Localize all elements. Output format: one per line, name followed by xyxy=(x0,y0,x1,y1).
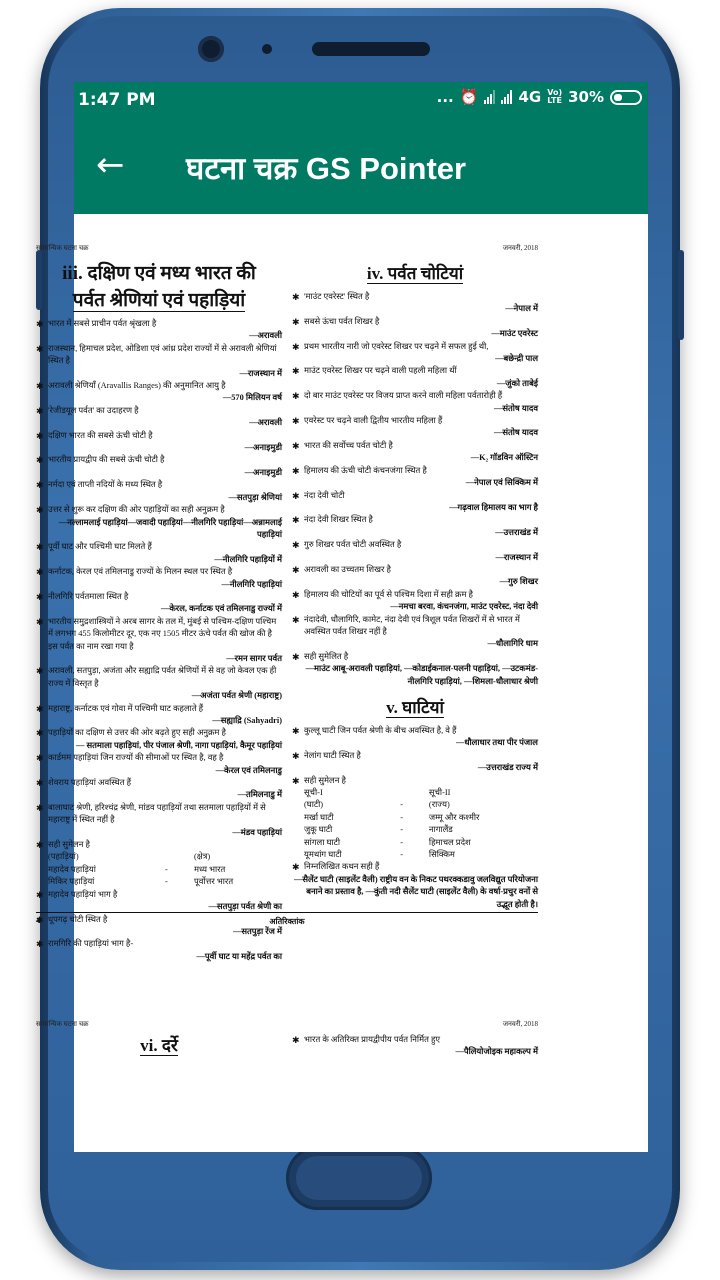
question-item: ✱ भारत में सबसे प्राचीन पर्वत श्रृंखला है xyxy=(36,318,282,330)
question-item: ✱ प्रथम भारतीय नारी जो एवरेस्ट शिखर पर चढ़ने में सफल हुई थी, xyxy=(292,341,538,353)
answer-text: —गुरु शिखर xyxy=(499,577,538,587)
table-cell: - xyxy=(400,850,404,860)
power-button xyxy=(678,250,684,340)
question-item: ✱ कार्डमम पहाड़ियां जिन राज्यों की सीमाओं पर स्थित है, वह है xyxy=(36,752,282,764)
question-item: ✱ पहाड़ियों का दक्षिण से उत्तर की ओर बढ़ते हुए सही अनुक्रम है xyxy=(36,727,282,739)
table-cell: - xyxy=(400,800,404,810)
table-cell: - xyxy=(165,864,168,874)
answer-text: —गढ़वाल हिमालय का भाग है xyxy=(449,502,538,512)
table-cell: - xyxy=(400,837,404,847)
battery-icon xyxy=(610,90,642,105)
table-cell xyxy=(388,787,417,799)
question-item: ✱ कुल्लू घाटी जिन पर्वत श्रेणी के बीच अवस्थित है, वे हैं xyxy=(292,725,538,737)
answer-text: —सतपुड़ा पर्वत श्रेणी का xyxy=(208,902,282,912)
table-row xyxy=(36,851,282,863)
question-item: ✱ सही सुमेलन है xyxy=(292,775,538,787)
table-cell: पूर्वोत्तर भारत xyxy=(193,877,234,887)
question-item: ✱ 'रेजीडयूल पर्वत' का उदाहरण है xyxy=(36,405,282,417)
table-cell: - xyxy=(165,877,168,887)
answer-text: —नीलगिरि पहाड़ियों में xyxy=(214,554,282,564)
answer-text: —राजस्थान में xyxy=(239,368,282,378)
section-heading: iv. पर्वत चोटियां xyxy=(366,264,464,283)
table-row xyxy=(292,787,538,799)
table-cell: सिक्किम xyxy=(428,850,455,860)
answer-text: —रमन सागर पर्वत xyxy=(226,653,282,663)
answer-text: —धौलाधार तथा पीर पंजाल xyxy=(455,738,538,748)
answer-text: —सह्याद्रि (Sahyadri) xyxy=(212,716,282,725)
answer-text: —सतपुड़ा रेंज में xyxy=(232,926,282,936)
table-row xyxy=(292,799,538,811)
question-item: ✱ कर्नाटक, केरल एवं तमिलनाडु राज्यों के मिलन स्थल पर स्थित है xyxy=(36,566,282,578)
running-header-left: सामान्यिक घटना चक्र xyxy=(36,244,89,252)
table-cell: महादेव पहाड़ियां xyxy=(48,864,96,874)
question-item: ✱ महादेव पहाड़ियां भाग है xyxy=(36,889,282,901)
answer-text: —उत्तराखंड राज्य में xyxy=(477,763,538,773)
question-item: ✱ निम्नलिखित कथन सही हैं xyxy=(292,861,538,873)
table-row xyxy=(292,849,538,861)
answer-text: —नमचा बरवा, कंचनजंगा, माउंट एवरेस्ट, नंदा देवी xyxy=(390,602,538,612)
section-heading: v. घाटियां xyxy=(386,698,444,717)
question-item: ✱ उत्तर से शुरू कर दक्षिण की ओर पहाड़ियों का सही अनुक्रम है xyxy=(36,504,282,516)
answer-text: —केरल एवं तमिलनाडु xyxy=(215,765,282,775)
question-item: ✱ हिमालय की ऊंची चोटी कंचनजंगा स्थित है xyxy=(292,465,538,477)
question-item: ✱ माउंट एवरेस्ट शिखर पर चढ़ने वाली पहली महिला थीं xyxy=(292,365,538,377)
table-cell: मिकिर पहाड़ियां xyxy=(48,877,95,887)
question-item: ✱ भारतीय समुद्रशास्त्रियों ने अरब सागर के तल में, मुंबई से पश्चिम-दक्षिण पश्चिम में लगभग 455 किलोमीटर दूर, एक नए 1505 मीटर ऊंचे पर्वत की खोज की है इस पर्वत का नाम रखा गया है xyxy=(36,616,282,653)
answer-text: —पैलियोजोइक महाकल्प में xyxy=(455,1047,538,1057)
answer-text: — सतमाला पहाड़ियां, पीर पंजाल श्रेणी, नागा पहाड़ियां, कैमूर पहाड़ियां xyxy=(76,740,282,750)
signal-1-icon xyxy=(484,90,495,104)
table-cell: जुकू घाटी xyxy=(304,825,333,835)
status-bar xyxy=(74,82,648,118)
running-header-right: जनवरी, 2018 xyxy=(502,244,538,252)
answer-text: —राजस्थान में xyxy=(495,552,538,562)
answer-text: —पूर्वी घाट या महेंद्र पर्वत का xyxy=(196,951,282,961)
section-heading: iii. दक्षिण एवं मध्य भारत की पर्वत श्रेणियां एवं पहाड़ियां xyxy=(62,263,256,311)
question-item: ✱ दो बार माउंट एवरेस्ट पर विजय प्राप्त करने वाली महिला पर्वतारोही हैं xyxy=(292,390,538,402)
answer-text: —नेपाल में xyxy=(505,304,538,314)
more-notifications-icon: ... xyxy=(436,88,454,106)
question-item: ✱ 'माउंट एवरेस्ट' स्थित है xyxy=(292,291,538,303)
table-cell: मर्खा घाटी xyxy=(304,812,334,822)
front-camera xyxy=(198,36,224,62)
status-time: 1:47 PM xyxy=(78,90,156,110)
answer-text: —माउंट आबू-अरावली पहाड़ियां, —कोडाईकनाल-पलनी पहाड़ियां, —उटकमंड-नीलगिरि पहाड़ियां, —शिमला-धौलाधार श्रेणी xyxy=(305,664,538,686)
question-item: ✱ राजस्थान, हिमाचल प्रदेश, ओडिशा एवं आंध्र प्रदेश राज्यों में से अरावली श्रेणियां स्थित है xyxy=(36,343,282,368)
answer-text: —नल्लामलाई पहाड़ियां—जवादी पहाड़ियां—नीलगिरि पहाड़ियां—अन्नामलाई पहाड़ियां xyxy=(58,517,282,539)
home-button[interactable] xyxy=(286,1146,432,1210)
question-item: ✱ नीलगिरि पर्वतमाला स्थित है xyxy=(36,591,282,603)
question-item: ✱ गुरु शिखर पर्वत चोटी अवस्थित है xyxy=(292,539,538,551)
answer-text: —माउंट एवरेस्ट xyxy=(491,329,538,339)
question-item: ✱ अरावली श्रेणियाँ (Aravallis Ranges) की अनुमानित आयु है xyxy=(36,380,282,392)
question-item: ✱ अरावली का उच्चतम शिखर है xyxy=(292,564,538,576)
answer-text: —केरल, कर्नाटक एवं तमिलनाडु राज्यों में xyxy=(160,604,282,614)
table-cell: सूची-I xyxy=(304,788,323,798)
table-cell: (घाटी) xyxy=(304,800,324,810)
answer-text: —जुंको ताबेई xyxy=(496,378,538,388)
proximity-sensor xyxy=(262,44,272,54)
table-cell xyxy=(153,851,182,863)
running-header-left: सामान्यिक घटना चक्र xyxy=(36,1020,89,1028)
alarm-icon: ⏰ xyxy=(459,88,479,106)
answer-text: —सतपुड़ा श्रेणियां xyxy=(228,492,282,502)
table-cell: यूमथांग घाटी xyxy=(304,850,342,860)
table-cell: जम्मू और कश्मीर xyxy=(428,812,480,822)
table-cell: सूची-II xyxy=(428,788,451,798)
answer-text: —सैलेंट घाटी (साइलेंट वैली) राष्ट्रीय वन के निकट पथरक्कडावु जलविद्युत परियोजना बनाने का प्रस्ताव है, —कुंती नदी सैलेंट घाटी (साइलेंट वैली) के वर्षा-प्रचुर वनों से उद्भूत होती है। xyxy=(293,874,538,909)
page-number: 4 xyxy=(36,916,40,925)
question-item: ✱ नर्मदा एवं ताप्ती नदियों के मध्य स्थित है xyxy=(36,479,282,491)
earpiece-speaker xyxy=(312,42,430,56)
question-item: ✱ भारत की सर्वोच्च पर्वत चोटी है xyxy=(292,440,538,452)
table-cell: (राज्य) xyxy=(428,800,450,810)
question-item: ✱ नंदा देवी शिखर स्थित है xyxy=(292,514,538,526)
matching-table xyxy=(36,851,282,888)
right-column xyxy=(292,258,538,911)
answer-text: —नेपाल एवं सिक्किम में xyxy=(465,478,538,488)
signal-2-icon xyxy=(501,90,512,104)
table-cell: नागालैंड xyxy=(428,825,453,835)
answer-text: —अनाइमुडी xyxy=(244,443,282,453)
answer-text: —K₂ गॉडविन ऑस्टिन xyxy=(470,453,538,463)
question-item: ✱ धूपगढ़ चोटी स्थित है xyxy=(36,914,282,926)
question-item: ✱ महाराष्ट्र, कर्नाटक एवं गोवा में पश्चिमी घाट कहलाते हैं xyxy=(36,703,282,715)
table-cell: सांगला घाटी xyxy=(304,837,340,847)
answer-text: —उत्तराखंड में xyxy=(495,527,538,537)
document-page-2 xyxy=(36,1020,538,1070)
matching-table xyxy=(292,787,538,861)
running-header-right: जनवरी, 2018 xyxy=(502,1020,538,1028)
answer-text: —तमिलनाडु में xyxy=(237,790,282,800)
question-item: ✱ नेलांग घाटी स्थित है xyxy=(292,750,538,762)
answer-text: —नीलगिरि पहाड़ियां xyxy=(221,579,282,589)
table-cell: - xyxy=(400,825,404,835)
battery-percent: 30% xyxy=(568,88,604,106)
answer-text: —संतोष यादव xyxy=(493,403,538,413)
table-row xyxy=(36,864,282,876)
left-column xyxy=(36,258,282,963)
section-heading: vi. दर्रे xyxy=(140,1036,178,1055)
question-item: ✱ हिमालय की चोटियों का पूर्व से पश्चिम दिशा में सही क्रम है xyxy=(292,589,538,601)
question-item: ✱ भारत के अतिरिक्त प्रायद्वीपीय पर्वत निर्मित हुए xyxy=(292,1034,538,1046)
document-page xyxy=(36,244,538,961)
footer-title: अतिरिक्तांक xyxy=(269,917,305,926)
answer-text: —अजंता पर्वत श्रेणी (महाराष्ट्र) xyxy=(191,691,282,701)
network-type: 4G xyxy=(518,88,542,106)
question-item: ✱ अरावली, सतपुड़ा, अजंता और सह्याद्रि पर्वत श्रेणियों में से वह जो केवल एक ही राज्य में विस्तृत है xyxy=(36,665,282,690)
table-row xyxy=(36,876,282,888)
back-arrow-icon[interactable]: ← xyxy=(96,145,125,185)
table-cell: (क्षेत्र) xyxy=(193,852,211,862)
table-row xyxy=(292,824,538,836)
table-cell: - xyxy=(400,812,404,822)
table-row xyxy=(292,812,538,824)
answer-text: —संतोष यादव xyxy=(493,428,538,438)
question-item: ✱ सबसे ऊंचा पर्वत शिखर है xyxy=(292,316,538,328)
question-item: ✱ बालाघाट श्रेणी, हरिश्चंद्र श्रेणी, मांडव पहाड़ियों तथा सतमाला पहाड़ियों में से महाराष्ट्र में स्थित नहीं है xyxy=(36,802,282,827)
question-item: ✱ नंदादेवी, धौलागिरि, कामेट, नंदा देवी एवं त्रिशूल पर्वत शिखरों में से भारत में अवस्थित पर्वत शिखर नहीं है xyxy=(292,614,538,639)
question-item: ✱ दक्षिण भारत की सबसे ऊंची चोटी है xyxy=(36,430,282,442)
question-item: ✱ एवरेस्ट पर चढ़ने वाली द्वितीय भारतीय महिला हैं xyxy=(292,415,538,427)
table-cell: (पहाड़ियां) xyxy=(48,852,79,862)
question-item: ✱ शेवराय पहाड़ियां अवस्थित हैं xyxy=(36,777,282,789)
volte-icon: Vo) LTE xyxy=(547,88,563,105)
question-item: ✱ भारतीय प्रायद्वीप की सबसे ऊंची चोटी है xyxy=(36,454,282,466)
question-item: ✱ पूर्वी घाट और पश्चिमी घाट मिलते हैं xyxy=(36,541,282,553)
question-item: ✱ सही सुमेलित है xyxy=(292,651,538,663)
table-cell: मध्य भारत xyxy=(193,864,226,874)
answer-text: —बछेन्द्री पाल xyxy=(495,354,538,364)
app-bar xyxy=(74,118,648,214)
answer-text: —अरावली xyxy=(249,331,282,341)
table-cell: हिमाचल प्रदेश xyxy=(428,837,471,847)
answer-text: —धौलागिरि धाम xyxy=(487,639,538,649)
question-item: ✱ रामगिरि की पहाड़ियां भाग है- xyxy=(36,938,282,950)
table-row xyxy=(292,837,538,849)
app-title: घटना चक्र GS Pointer xyxy=(186,151,467,186)
answer-text: —570 मिलियन वर्ष xyxy=(222,393,282,403)
question-item: ✱ नंदा देवी चोटी xyxy=(292,490,538,502)
answer-text: —अनाइमुडी xyxy=(244,467,282,477)
answer-text: —अरावली xyxy=(249,418,282,428)
answer-text: —मंडव पहाड़ियां xyxy=(232,827,282,837)
question-item: ✱ सही सुमेलन है xyxy=(36,839,282,851)
